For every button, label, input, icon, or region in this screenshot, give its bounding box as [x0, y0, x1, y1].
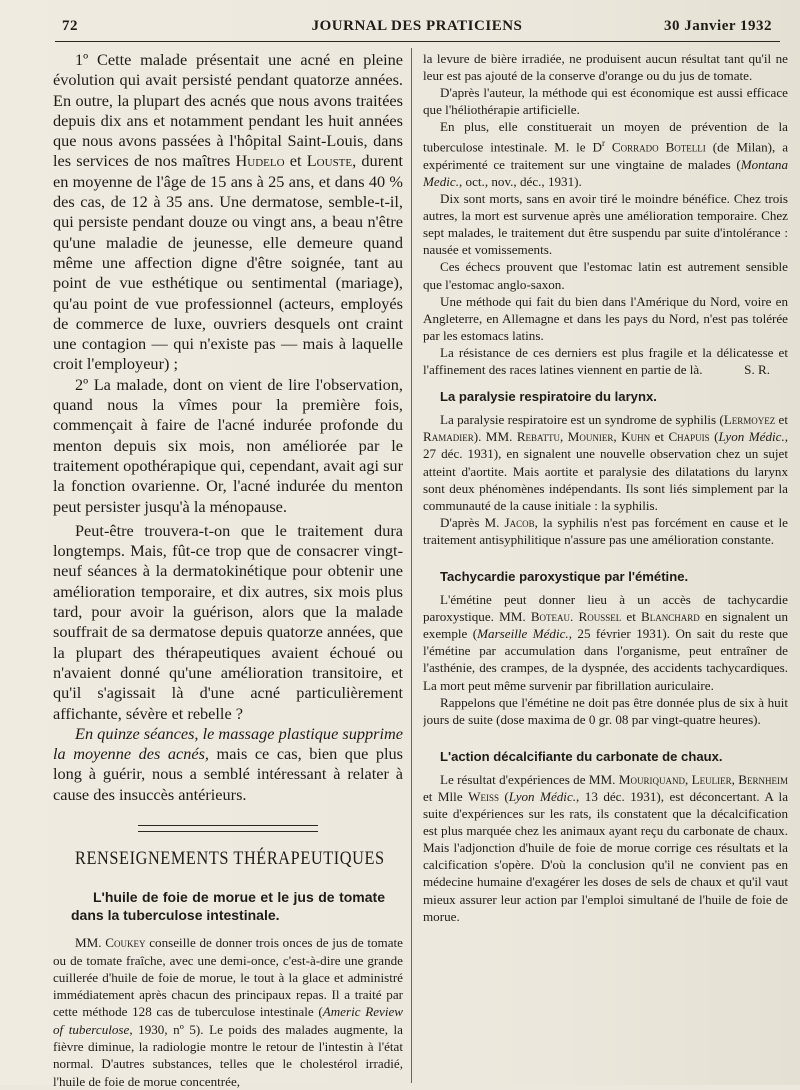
article-paragraph: D'après M. Jacob, la syphilis n'est pas forcément en cause et le traitement antisyphilitique n'assure pas une amélioration constante. [423, 514, 788, 547]
article-paragraph: La paralysie respiratoire est un syndrome de syphilis (Lermoyez et Ramadier). MM. Rebattu, Mounier, Kuhn et Chapuis (Lyon Médic., 27 déc. 1931), en signalent une nouvelle observation chez un sujet atteint d'aortite. Mais aortite et paralysie des dilatations du larynx sont deux phénomènes indépendants. Ils sont liés simplement par la communauté de la cause initiale : la syphilis. [423, 412, 788, 513]
issue-date: 30 Janvier 1932 [663, 18, 772, 34]
paragraph: D'après l'auteur, la méthode qui est économique est aussi efficace que l'héliothérapie artificielle. [423, 85, 788, 118]
paragraph: Ces échecs prouvent que l'estomac latin est autrement sensible que l'estomac anglo-saxon. [423, 259, 788, 292]
paragraph: En plus, elle constituerait un moyen de prévention de la tuberculose intestinale. M. le $D^r$ Corrado Botelli (de Milan), a expérimenté ce traitement sur une vingtaine de malades (Montana Medic., oct., nov., déc., 1931). [423, 119, 788, 190]
paragraph: Dix sont morts, sans en avoir tiré le moindre bénéfice. Chez trois autres, la mort est survenue après une amélioration temporaire. Chez sept malades, le traitement dut être suspendu par suite d'intolérance : nausée et vomissements. [423, 191, 788, 258]
right-column [423, 50, 788, 925]
header-rule [55, 41, 780, 42]
article-title: Tachycardie paroxystique par l'émétine. [440, 568, 689, 584]
paragraph-4: En quinze séances, le massage plastique supprime la moyenne des acnés, mais ce cas, bien que plus long à guérir, nous a semblé intéressant à relater à cause des insuccès antérieurs. [53, 723, 403, 804]
section-title: RENSEIGNEMENTS THÉRAPEUTIQUES [75, 846, 385, 869]
article-title: La paralysie respiratoire du larynx. [440, 389, 657, 405]
article-title: L'huile de foie de morue et le jus de tomate dans la tuberculose intestinale. [71, 889, 385, 924]
page-number: 72 [62, 18, 78, 34]
article-paragraph: L'émétine peut donner lieu à un accès de tachycardie paroxystique. MM. Boteau. Roussel et Blanchard en signalent un exemple (Marseille Médic., 25 février 1931). On sait du reste que l'émétine par accumulation dans l'organisme, peut entraîner de l'asthénie, des crampes, de la dyspnée, des accidents tachycardiques. La mort peut même survenir par fibrillation auriculaire. [423, 592, 788, 693]
paragraph-1: 1º Cette malade présentait une acné en pleine évolution qui avait persisté pendant quatorze années. En outre, la plupart des acnés que nous avons traitées depuis dix ans et notamment pendant les huit années que nous avons passées à l'hôpital Saint-Louis, dans les services de nos maîtres Hudelo et Louste, durent en moyenne de l'âge de 15 ans à 25 ans, et dans 40 % des cas, de 12 à 35 ans. Une dermatose, semble-t-il, qui persiste pendant douze ou vingt ans, a beau n'être qu'une maladie de jeunesse, elle demeure quand même une affection digne d'être soignée, tant au point de vue esthétique ou sentimental (mariage), qu'au point de vue professionnel (acteurs, employés de commerce de luxe, ouvriers desquels ont craint une contagion — qui n'existe pas — mais à laquelle croit l'employeur) ; [53, 50, 403, 374]
paragraph-3: Peut-être trouvera-t-on que le traitement dura longtemps. Mais, fût-ce trop que de consacrer vingt-neuf séances à la dermatokinétique pour obtenir une amélioration temporaire, et dix autres, six mois plus tard, pour avoir la guérison, alors que la malade souffrait de sa dermatose depuis quatorze années, que la plupart des thérapeutiques avaient échoué ou n'avaient donné qu'une amélioration transitoire, et qu'il s'agissait là d'une acné particulièrement affichante, sévère et rebelle ? [53, 520, 403, 723]
paragraph: Une méthode qui fait du bien dans l'Amérique du Nord, voire en Angleterre, en Allemagne et dans les pays du Nord, n'est pas tolérée par les estomacs latins. [423, 293, 788, 343]
author-name: Louste [306, 151, 353, 171]
journal-title: JOURNAL DES PRATICIENS [311, 18, 523, 34]
continued-paragraph: la levure de bière irradiée, ne produisent aucun résultat tant qu'il ne leur est pas ajouté de la conserve d'orange ou du jus de tomate. [423, 51, 788, 84]
article-paragraph: Rappelons que l'émétine ne doit pas être donnée plus de six à huit jours de suite (dose maxima de 0 gr. 08 par vingt-quatre heures). [423, 694, 788, 727]
left-column [53, 50, 403, 1090]
section-divider [138, 825, 318, 832]
article-paragraph: Le résultat d'expériences de MM. Mouriquand, Leulier, Bernheim et Mlle Weiss (Lyon Médic., 13 déc. 1931), est déconcertant. A la suite d'expériences sur les rats, ils constatent que la décalcification est plus marquée chez les animaux ayant reçu du carbonate de chaux. Mais l'adjonction d'huile de foie de morue corrige ces résultats et la calcification s'opère. D'où la conclusion qu'il ne convient pas en médecine humaine d'exagérer les doses de sels de chaux et qu'il vaut mieux assurer leur action par l'emploi simultané de l'huile de foie de morue. [423, 771, 788, 924]
column-divider [411, 48, 412, 1083]
paragraph: La résistance de ces derniers est plus fragile et la délicatesse et l'affinement des races latines viennent en partie de là. S. R. [423, 344, 788, 378]
running-head [62, 18, 772, 40]
signature: S. R. [744, 362, 770, 378]
article-title: L'action décalcifiante du carbonate de chaux. [440, 748, 723, 764]
author-name: Hudelo [235, 151, 285, 171]
article-paragraph: MM. Coukey conseille de donner trois onces de jus de tomate ou de tomate fraîche, avec une demi-once, c'est-à-dire une grande cuillerée d'huile de foie de morue, le tout à la glace et administré immédiatement après chacun des principaux repas. Il a traité par cette méthode 128 cas de tuberculose intestinale (Americ Review of tuberculose, 1930, nº 5). Le poids des malades augmente, la fièvre diminue, la radiologie montre le retour de l'intestin à l'état normal. D'autres substances, telles que le cholestérol irradié, l'huile de foie de morue concentrée, [53, 935, 403, 1089]
paragraph-2: 2º La malade, dont on vient de lire l'observation, quand nous la vîmes pour la première fois, commençait à faire de l'acné indurée profonde du menton depuis six mois, non améliorée par le traitement opothérapique qui, cependant, avait agi sur la fonction ovarienne. Or, l'acné indurée du menton peut persister jusqu'à la ménopause. [53, 374, 403, 516]
